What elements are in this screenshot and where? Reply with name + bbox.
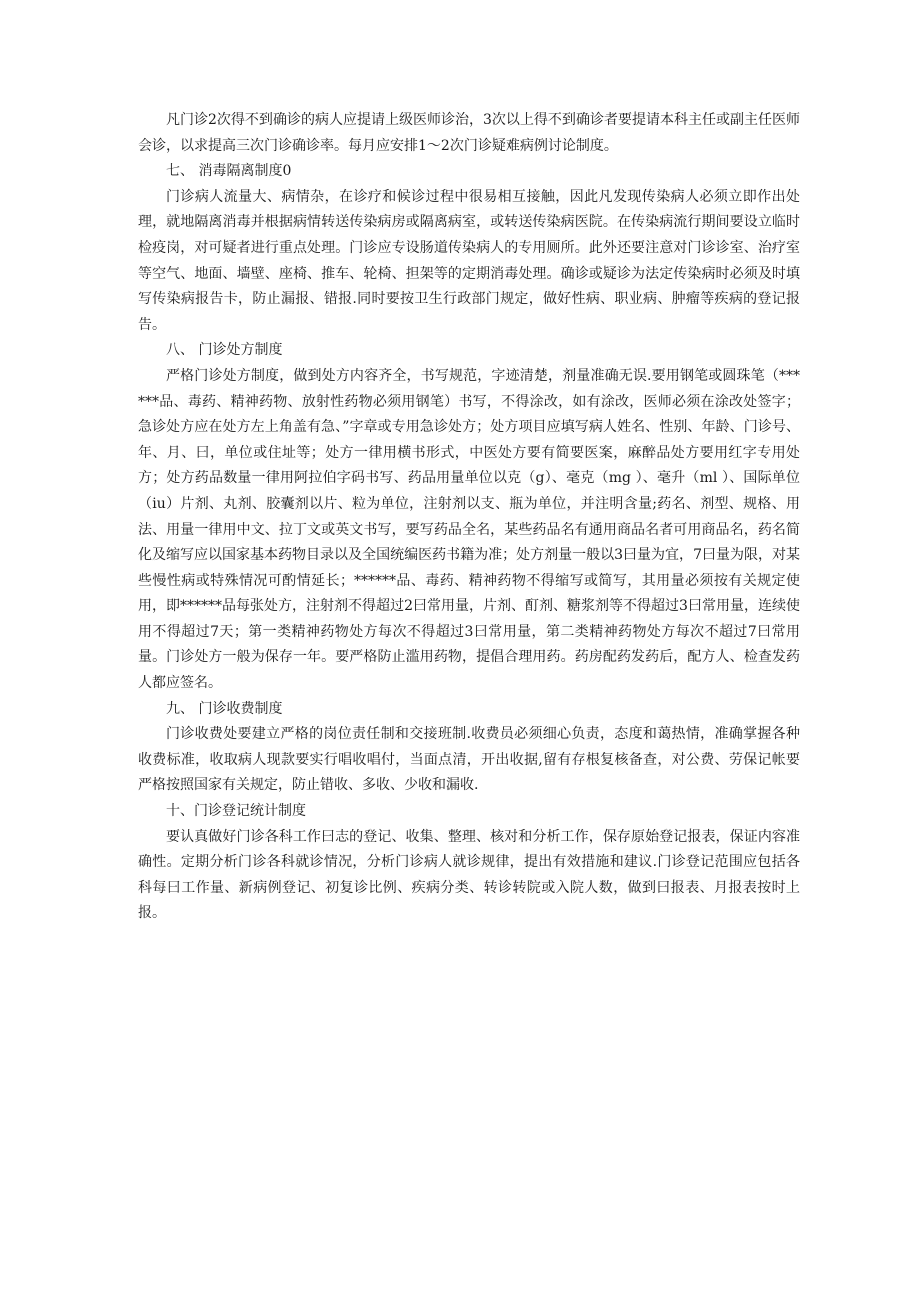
document-body — [138, 108, 800, 927]
heading-disinfection-isolation: 七、 消毒隔离制度0 — [166, 163, 292, 180]
heading-registration-statistics: 十、门诊登记统计制度 — [166, 803, 306, 820]
paragraph-registration-statistics: 要认真做好门诊各科工作曰志的登记、收集、整理、核对和分析工作，保存原始登记报表，保证内容准确性。定期分析门诊各科就诊情况，分析门诊病人就诊规律，提出有效措施和建议.门诊登记范围应包括各科每曰工作量、新病例登记、初复诊比例、疾病分类、转诊转院或入院人数，做到曰报表、月报表按时上报。 — [138, 828, 800, 922]
paragraph-disinfection-isolation: 门诊病人流量大、病情杂，在诊疗和候诊过程中很易相互接触，因此凡发现传染病人必须立即作出处理，就地隔离消毒并根据病情转送传染病房或隔离病室，或转送传染病医院。在传染病流行期间要设立临时检疫岗，对可疑者进行重点处理。门诊应专设肠道传染病人的专用厕所。此外还要注意对门诊诊室、治疗室等空气、地面、墙壁、座椅、推车、轮椅、担架等的定期消毒处理。确诊或疑诊为法定传染病时必须及时填写传染病报告卡，防止漏报、错报.同时要按卫生行政部门规定，做好性病、职业病、肿瘤等疾病的登记报告。 — [138, 188, 800, 333]
paragraph-fee-collection: 门诊收费处要建立严格的岗位责任制和交接班制.收费员必须细心负责，态度和蔼热情，准确掌握各种收费标准，收取病人现款要实行唱收唱付，当面点清，开出收据,留有存根复核备查，对公费、劳保记帐要严格按照国家有关规定，防止错收、多收、少收和漏收. — [138, 726, 800, 794]
heading-fee-collection: 九、 门诊收费制度 — [166, 700, 283, 717]
paragraph-prescription-system: 严格门诊处方制度，做到处方内容齐全，书写规范，字迹清楚，剂量准确无误.要用钢笔或圆珠笔（******品、毒药、精神药物、放射性药物必须用钢笔）书写，不得涂改，如有涂改，医师必须在涂改处签字；急诊处方应在处方左上角盖有急、”字章或专用急诊处方；处方项目应填写病人姓名、性别、年龄、门诊号、年、月、曰，单位或住址等；处方一律用横书形式，中医处方要有简要医案，麻醉品处方要用红字专用处方；处方药品数量一律用阿拉伯字码书写、药品用量单位以克（g）、毫克（mg ）、毫升（ml ）、国际单位（iu）片剂、丸剂、胶囊剂以片、粒为单位，注射剂以支、瓶为单位，并注明含量;药名、剂型、规格、用法、用量一律用中文、拉丁文或英文书写，要写药品全名，某些药品名有通用商品名者可用商品名，药名简化及缩写应以国家基本药物目录以及全国统编医药书籍为准；处方剂量一般以3曰量为宜，7曰量为限，对某些慢性病或特殊情况可酌情延长；******品、毒药、精神药物不得缩写或简写，其用量必须按有关规定使用，即******品每张处方，注射剂不得超过2曰常用量，片剂、酊剂、糖浆剂等不得超过3曰常用量，连续使用不得超过7天；第一类精神药物处方每次不得超过3曰常用量，第二类精神药物处方每次不超过7曰常用量。门诊处方一般为保存一年。要严格防止滥用药物，提倡合理用药。药房配药发药后，配方人、检查发药人都应签名。 — [138, 367, 800, 692]
heading-prescription-system: 八、 门诊处方制度 — [166, 342, 283, 359]
paragraph-referral-consultation: 凡门诊2次得不到确诊的病人应提请上级医师诊治，3次以上得不到确诊者要提请本科主任或副主任医师会诊，以求提高三次门诊确诊率。每月应安排1～2次门诊疑难病例讨论制度。 — [138, 112, 800, 154]
